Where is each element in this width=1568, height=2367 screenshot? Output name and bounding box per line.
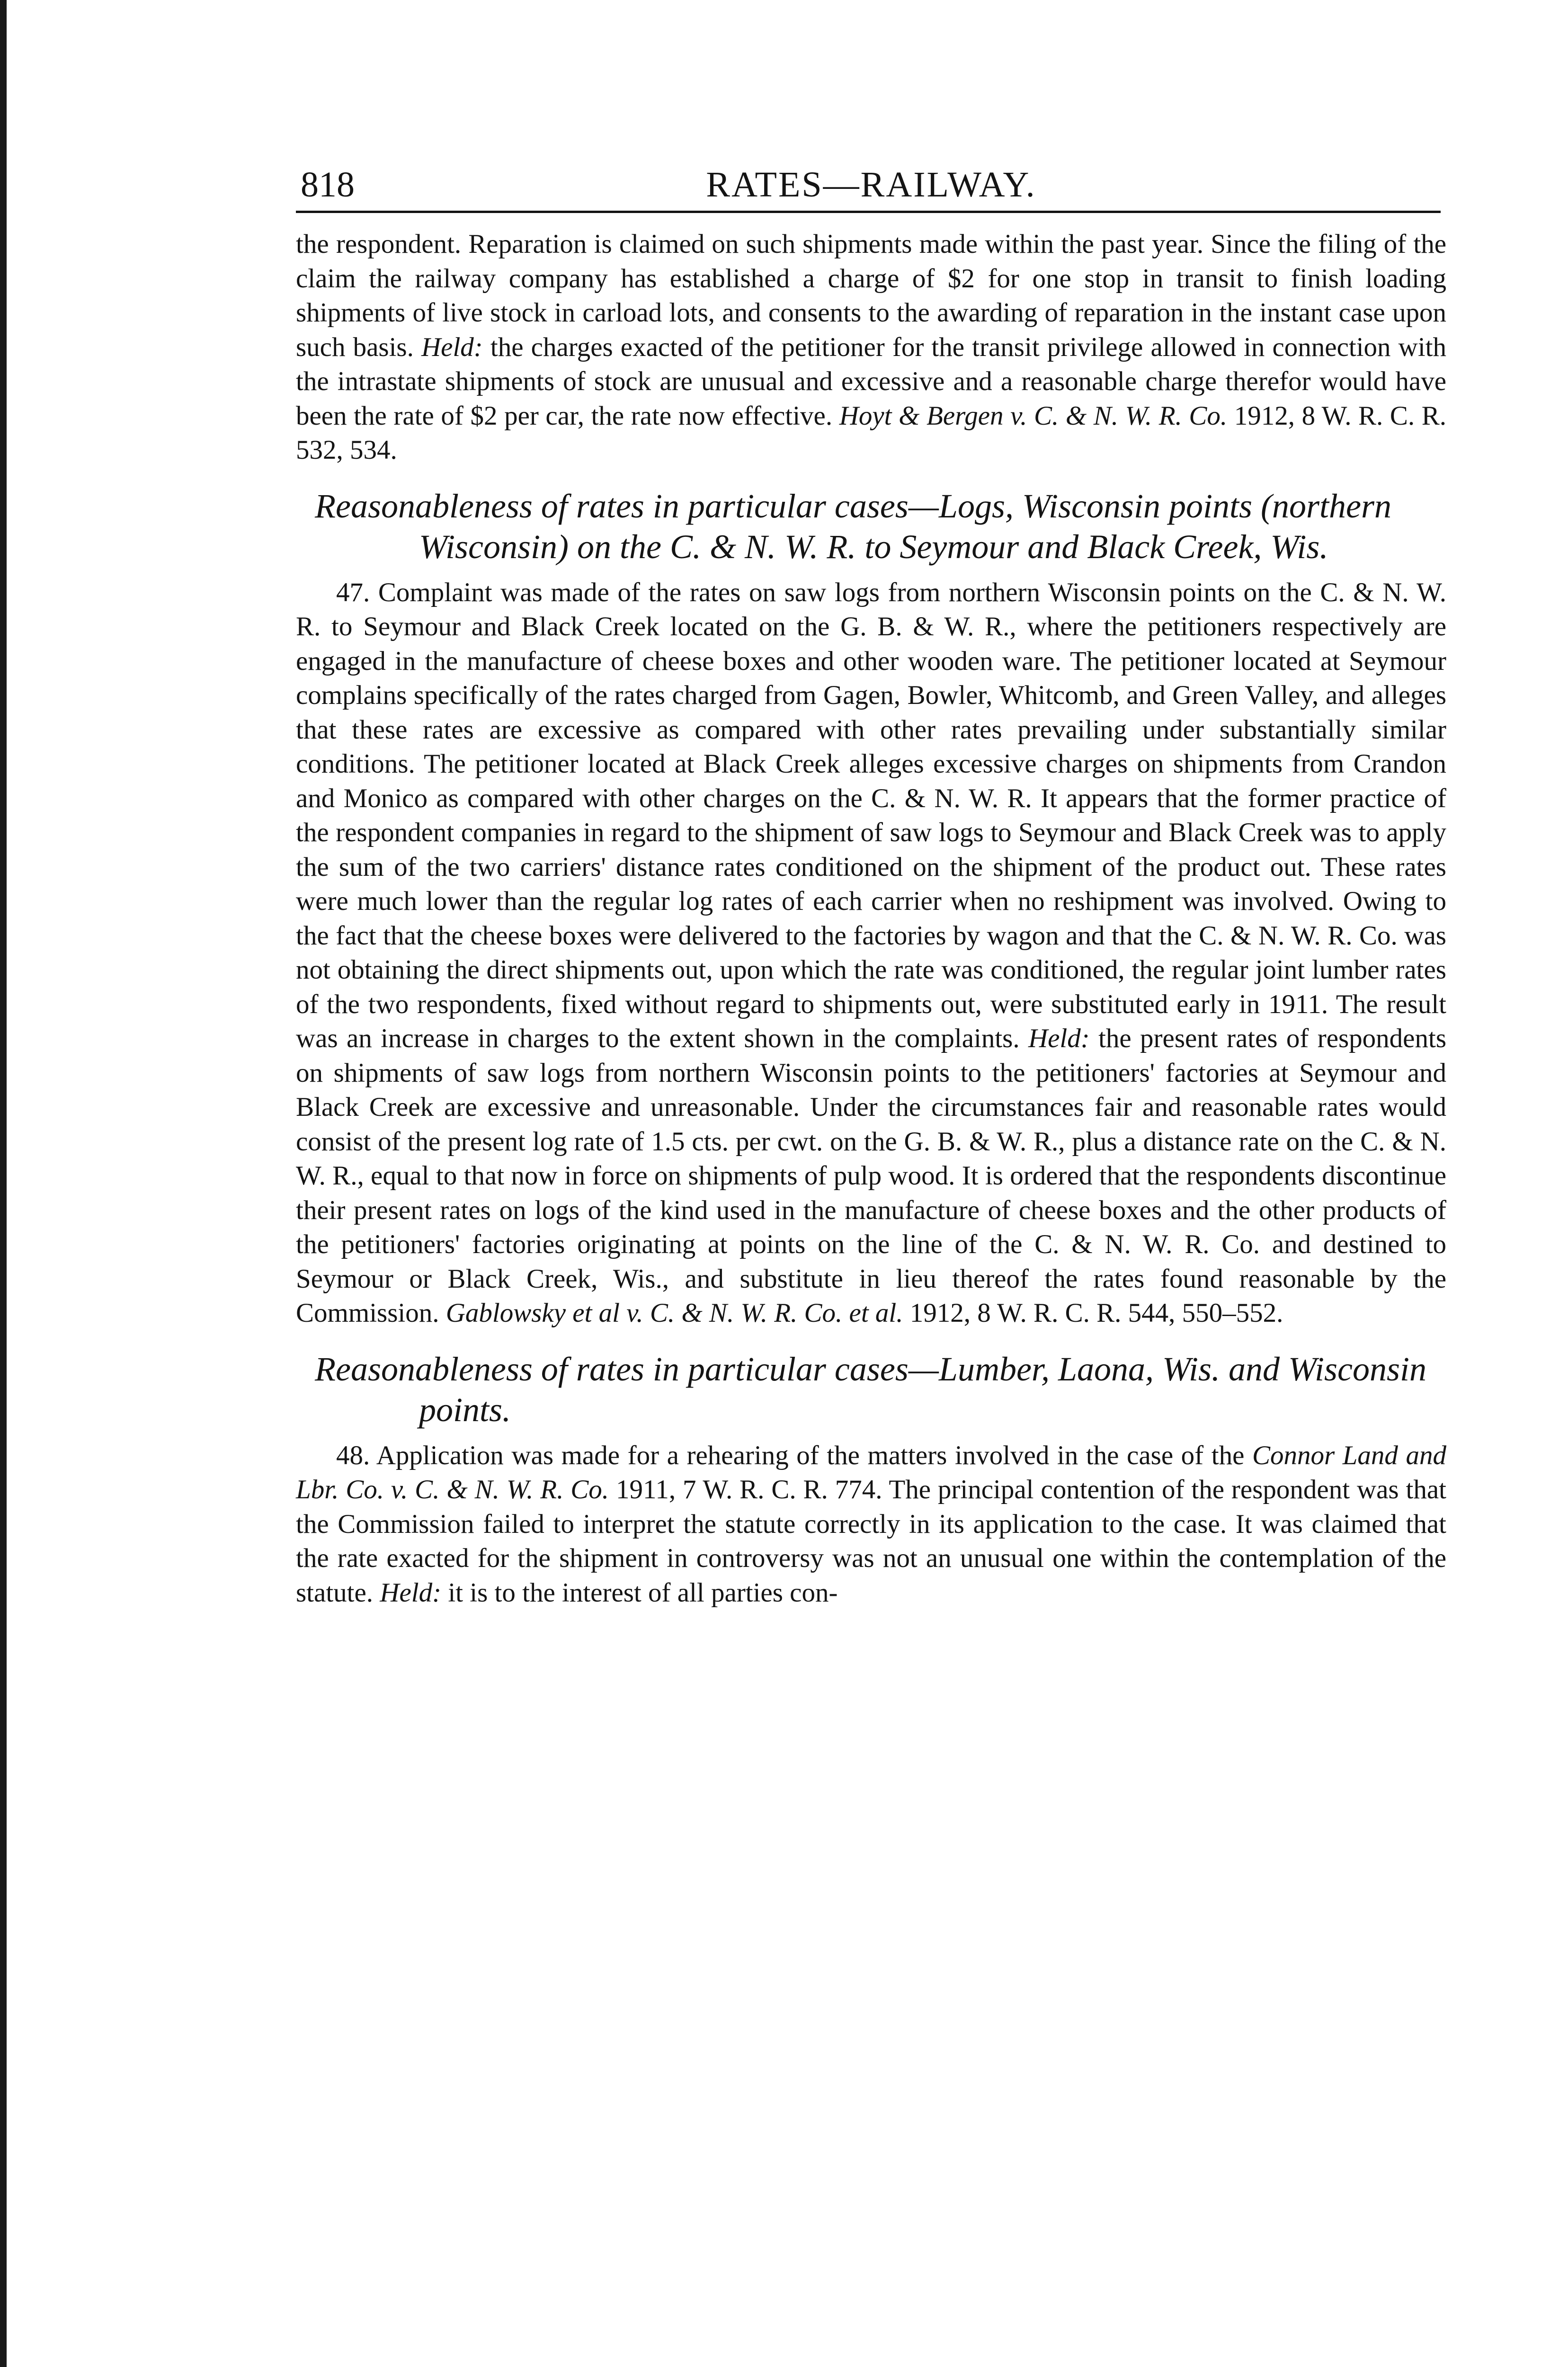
paragraph-48: [296, 1439, 1446, 1611]
page-number: 818: [301, 165, 355, 205]
continued-text-a: the respondent. Reparation is claimed on such shipments made within the past year. Since the filing of the claim the railway company has established a charge of $2 for one stop in transit to finish loading shipments of live stock in carload lots, and consents to the awarding of reparation in the instant case upon such basis.: [296, 229, 1446, 362]
paragraph-text-a: Application was made for a rehearing of the matters involved in the case of the: [376, 1440, 1245, 1470]
page: [296, 161, 1446, 1610]
body-text: [296, 227, 1446, 1610]
section-heading-48: Reasonableness of rates in particular cases—Lumber, Laona, Wis. and Wisconsin points.: [315, 1350, 1427, 1429]
held-label: Held:: [421, 332, 483, 362]
paragraph-text-b: the present rates of respondents on shipments of saw logs from northern Wisconsin points to the petitioners' factories at Seymour and Black Creek are excessive and unreasonable. Under the circumstances fair and reasonable rates would consist of the present log rate of 1.5 cts. per cwt. on the G. B. & W. R., plus a distance rate on the C. & N. W. R., equal to that now in force on shipments of pulp wood. It is ordered that the respondents discontinue their present rates on logs of the kind used in the manufacture of cheese boxes and the other products of the petitioners' factories originating at points on the line of the C. & N. W. R. Co. and destined to Seymour or Black Creek, Wis., and substitute in lieu thereof the rates found reasonable by the Commission.: [296, 1023, 1447, 1328]
paragraph-47: [296, 576, 1446, 1331]
page-header: [296, 161, 1446, 213]
held-label: Held:: [1028, 1023, 1090, 1053]
case-name: Hoyt & Bergen v. C. & N. W. R. Co.: [839, 400, 1228, 431]
paragraph-text-a: Complaint was made of the rates on saw logs from northern Wisconsin points on the C. & N. W. R. to Seymour and Black Creek located on the G. B. & W. R., where the petitioners respectively are engaged in the manufacture of cheese boxes and other wooden ware. The petitioner located at Seymour complains specifically of the rates charged from Gagen, Bowler, Whitcomb, and Green Valley, and alleges that these rates are excessive as compared with other rates prevailing under substantially similar conditions. The petitioner located at Black Creek alleges excessive charges on shipments from Crandon and Monico as compared with other charges on the C. & N. W. R. It appears that the former practice of the respondent companies in regard to the shipment of saw logs to Seymour and Black Creek was to apply the sum of the two carriers' distance rates conditioned on the shipment of the product out. These rates were much lower than the regular log rates of each carrier when no reshipment was involved. Owing to the fact that the cheese boxes were delivered to the factories by wagon and that the C. & N. W. R. Co. was not obtaining the direct shipments out, upon which the rate was conditioned, the regular joint lumber rates of the two respondents, fixed without regard to shipments out, were substituted early in 1911. The result was an increase in charges to the extent shown in the complaints.: [296, 577, 1446, 1053]
paragraph-number: 47.: [336, 577, 370, 607]
continued-text-b: the charges exacted of the petitioner for the transit privilege allowed in connection with the intrastate shipments of stock are unusual and excessive and a reasonable charge therefor would have been the rate of $2 per car, the rate now effective.: [296, 332, 1447, 431]
running-head: RATES—RAILWAY.: [706, 165, 1036, 205]
held-label: Held:: [380, 1577, 442, 1608]
continued-paragraph: [296, 227, 1446, 468]
paragraph-number: 48.: [336, 1440, 370, 1470]
case-name: Connor Land and Lbr. Co. v. C. & N. W. R. Co.: [296, 1440, 1446, 1504]
paragraph-text-b: 1911, 7 W. R. C. R. 774. The principal contention of the respondent was that the Commission failed to interpret the statute correctly in its application to the case. It was claimed that the rate exacted for the shipment in controversy was not an unusual one within the contemplation of the statute.: [296, 1475, 1446, 1608]
case-citation: 1912, 8 W. R. C. R. 544, 550–552.: [909, 1298, 1283, 1328]
scan-left-edge: [0, 0, 7, 2367]
case-name: Gablowsky et al v. C. & N. W. R. Co. et al.: [445, 1298, 903, 1328]
header-rule: [296, 211, 1441, 213]
case-citation: 1912, 8 W. R. C. R. 532, 534.: [296, 400, 1447, 465]
section-heading-47: Reasonableness of rates in particular cases—Logs, Wisconsin points (northern Wisconsin) on the C. & N. W. R. to Seymour and Black Creek, Wis.: [315, 487, 1391, 566]
paragraph-text-c: it is to the interest of all parties con-: [448, 1577, 838, 1608]
